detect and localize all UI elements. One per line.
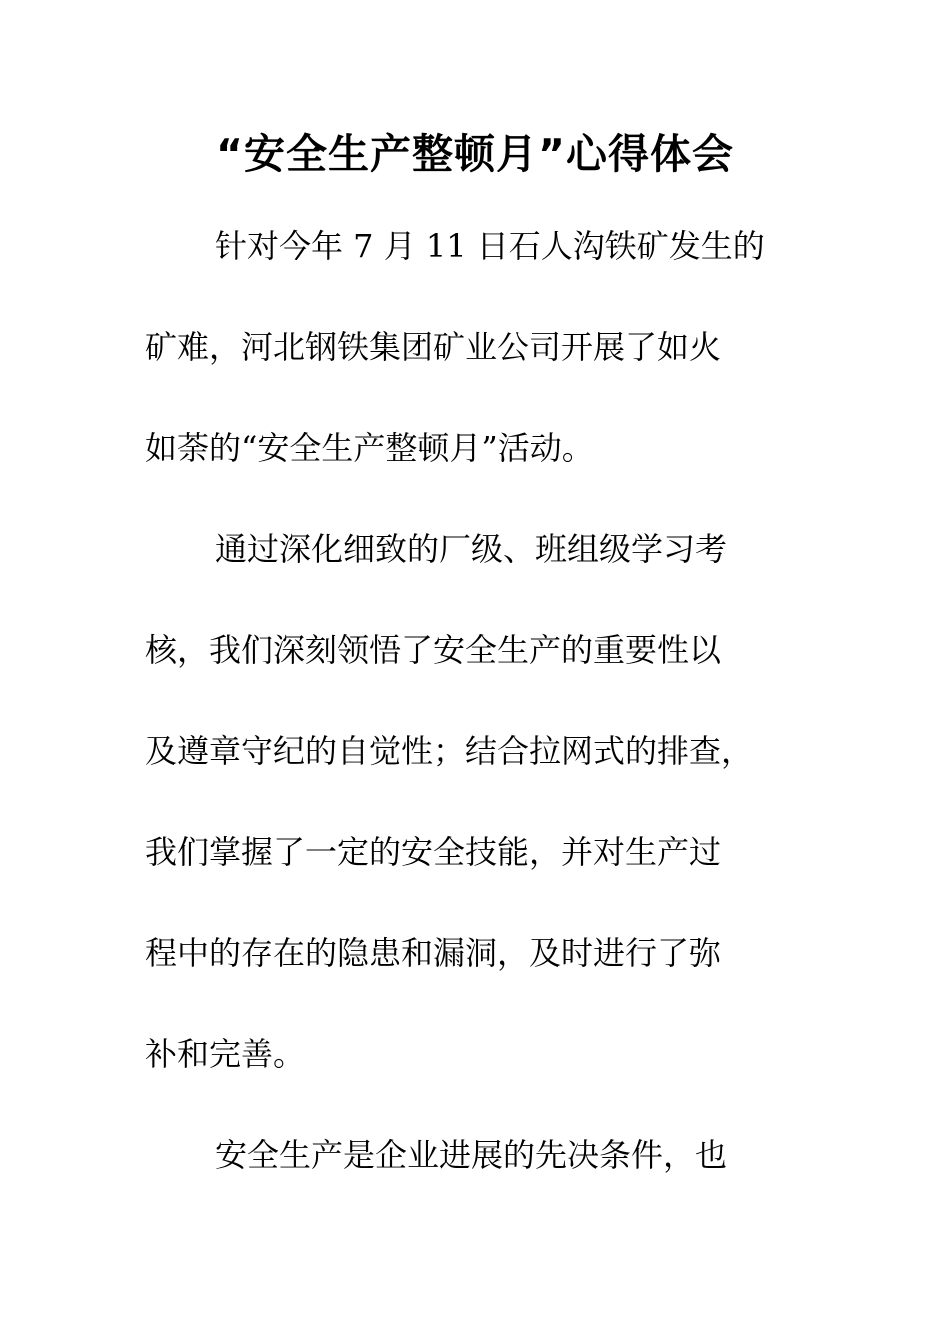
text-line: 通过深化细致的厂级、班组级学习考 [215, 530, 728, 568]
text-line: 如荼的“安全生产整顿月”活动。 [145, 429, 594, 467]
text-line: 程中的存在的隐患和漏洞，及时进行了弥 [145, 934, 722, 972]
text-line: 针对今年 7 月 11 日石人沟铁矿发生的 [215, 227, 765, 265]
document-body [145, 196, 805, 1206]
paragraph-1 [145, 196, 805, 499]
text-line: 我们掌握了一定的安全技能，并对生产过 [145, 833, 722, 871]
document-title: “安全生产整顿月”心得体会 [216, 130, 734, 178]
paragraph-2 [145, 499, 805, 1105]
text-line: 核，我们深刻领悟了安全生产的重要性以 [145, 631, 722, 669]
text-line: 及遵章守纪的自觉性；结合拉网式的排查， [145, 732, 754, 770]
text-line: 安全生产是企业进展的先决条件，也 [215, 1136, 728, 1174]
paragraph-3 [145, 1105, 805, 1206]
text-line: 补和完善。 [145, 1035, 306, 1073]
text-line: 矿难，河北钢铁集团矿业公司开展了如火 [145, 328, 722, 366]
